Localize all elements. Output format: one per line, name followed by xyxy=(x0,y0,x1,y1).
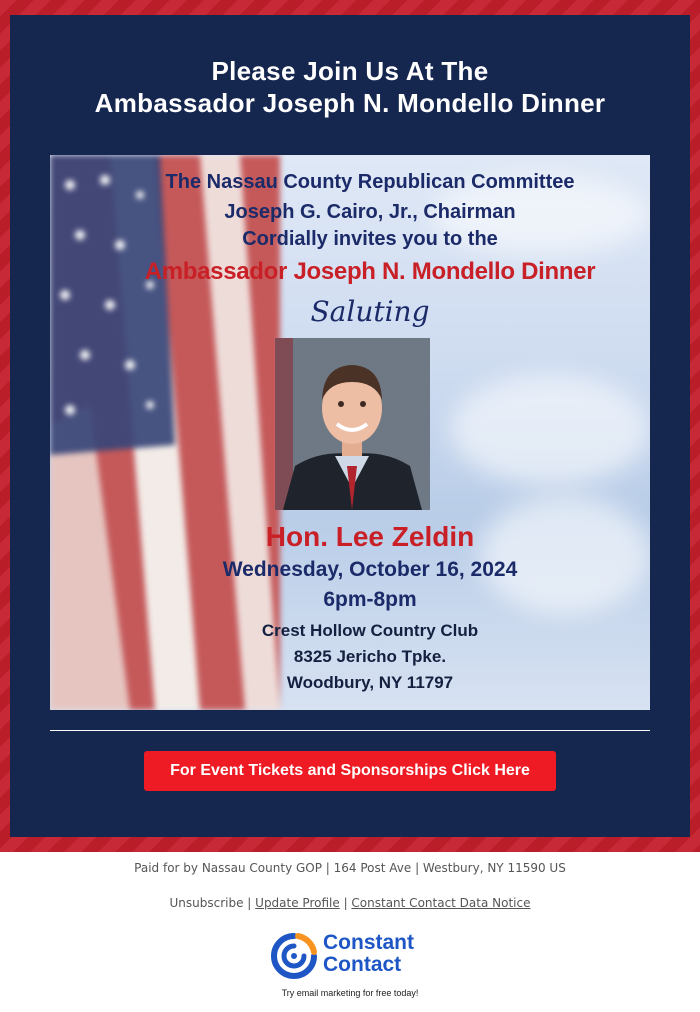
unsubscribe-link[interactable]: Unsubscribe xyxy=(169,896,244,910)
dinner-name: Ambassador Joseph N. Mondello Dinner xyxy=(144,258,596,285)
link-separator: | xyxy=(339,896,352,910)
person-portrait-icon xyxy=(275,338,430,510)
footer-links xyxy=(0,896,700,910)
event-flyer-image xyxy=(50,155,650,710)
headline-line-1: Please Join Us At The xyxy=(211,56,489,86)
headline xyxy=(10,55,690,119)
logo-word-2: Contact xyxy=(323,953,402,976)
venue-address-line-2: Woodbury, NY 11797 xyxy=(286,673,454,692)
link-separator: | xyxy=(243,896,256,910)
invite-text: Cordially invites you to the xyxy=(242,228,498,250)
email-marketing-tagline[interactable]: Try email marketing for free today! xyxy=(281,988,419,998)
honoree-portrait xyxy=(275,338,430,510)
constant-contact-logo-icon xyxy=(270,932,318,980)
honoree-name: Hon. Lee Zeldin xyxy=(265,521,475,552)
constant-contact-logo[interactable] xyxy=(268,930,438,980)
data-notice-link[interactable]: Constant Contact Data Notice xyxy=(351,896,531,910)
venue-address-line-1: 8325 Jericho Tpke. xyxy=(293,647,447,666)
paid-for-disclaimer: Paid for by Nassau County GOP | 164 Post Ave | Westbury, NY 11590 US xyxy=(134,861,566,875)
event-time: 6pm-8pm xyxy=(323,588,417,611)
email-panel xyxy=(10,15,690,837)
logo-wordmark xyxy=(323,932,414,976)
logo-word-1: Constant xyxy=(323,931,414,954)
divider xyxy=(50,730,650,731)
event-date: Wednesday, October 16, 2024 xyxy=(222,558,518,581)
cloud-decoration xyxy=(450,375,650,485)
venue-name: Crest Hollow Country Club xyxy=(261,621,479,640)
headline-line-2: Ambassador Joseph N. Mondello Dinner xyxy=(94,88,606,118)
saluting-script: Saluting xyxy=(310,295,430,328)
chairman-name: Joseph G. Cairo, Jr., Chairman xyxy=(224,201,516,223)
committee-name: The Nassau County Republican Committee xyxy=(165,171,575,193)
update-profile-link[interactable]: Update Profile xyxy=(255,896,340,910)
event-tickets-button[interactable]: For Event Tickets and Sponsorships Click Here xyxy=(144,751,556,791)
